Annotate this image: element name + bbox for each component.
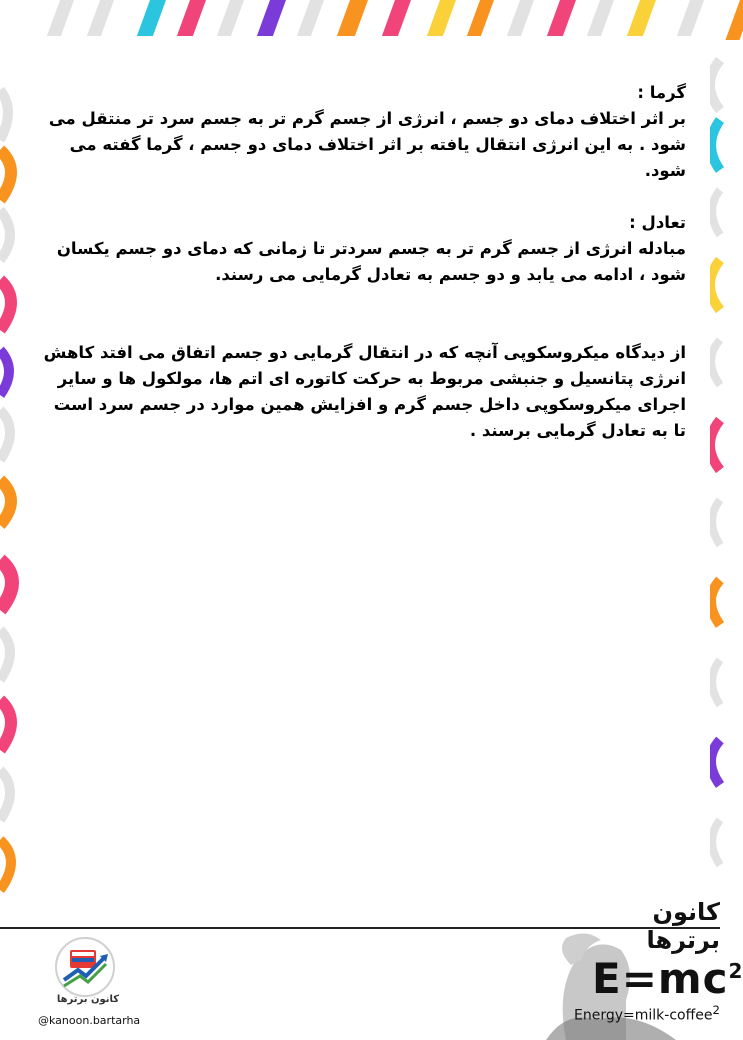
section-heat xyxy=(36,80,686,184)
instagram-handle: @kanoon.bartarha xyxy=(38,1014,141,1027)
section-title-heat: گرما : xyxy=(637,83,686,102)
section-body-heat: بر اثر اختلاف دمای دو جسم ، انرژی از جسم گرم تر به جسم سرد تر منتقل می شود . به این انرژی انتقال یافته بر اثر اختلاف دمای دو جسم ، گرما گفته می شود. xyxy=(48,109,686,180)
section-body-microscopic: از دیدگاه میکروسکوپی آنچه که در انتقال گرمایی دو جسم اتفاق می افتد کاهش انرژی پتانسیل و جنبشی مربوط به حرکت کاتوره ای اتم ها، مولکول ها و سایر اجرای میکروسکوپی داخل جسم گرم و افزایش همین موارد در جسم سرد است تا به تعادل گرمایی برسند . xyxy=(43,343,686,440)
kanoon-logo-icon xyxy=(50,936,120,998)
brand-name: کانون برترها xyxy=(56,994,120,1005)
section-equilibrium xyxy=(36,210,686,288)
document-body xyxy=(36,80,686,444)
section-microscopic xyxy=(36,340,686,444)
formula-tagline xyxy=(574,1003,720,1024)
section-body-equilibrium: مبادله انرژی از جسم گرم تر به جسم سردتر تا زمانی که دمای دو جسم یکسان شود ، ادامه می یابد و دو جسم به تعادل گرمایی می رسند. xyxy=(56,239,686,284)
brand-header: کانون برترها xyxy=(646,898,720,954)
formula-main: E=mc xyxy=(592,954,729,1003)
section-title-equilibrium: تعادل : xyxy=(629,213,686,232)
formula-emc xyxy=(592,954,743,1003)
tagline-exponent: 2 xyxy=(712,1003,720,1017)
formula-exponent: 2 xyxy=(728,959,743,983)
tagline-text: Energy=milk-coffee xyxy=(574,1007,713,1024)
